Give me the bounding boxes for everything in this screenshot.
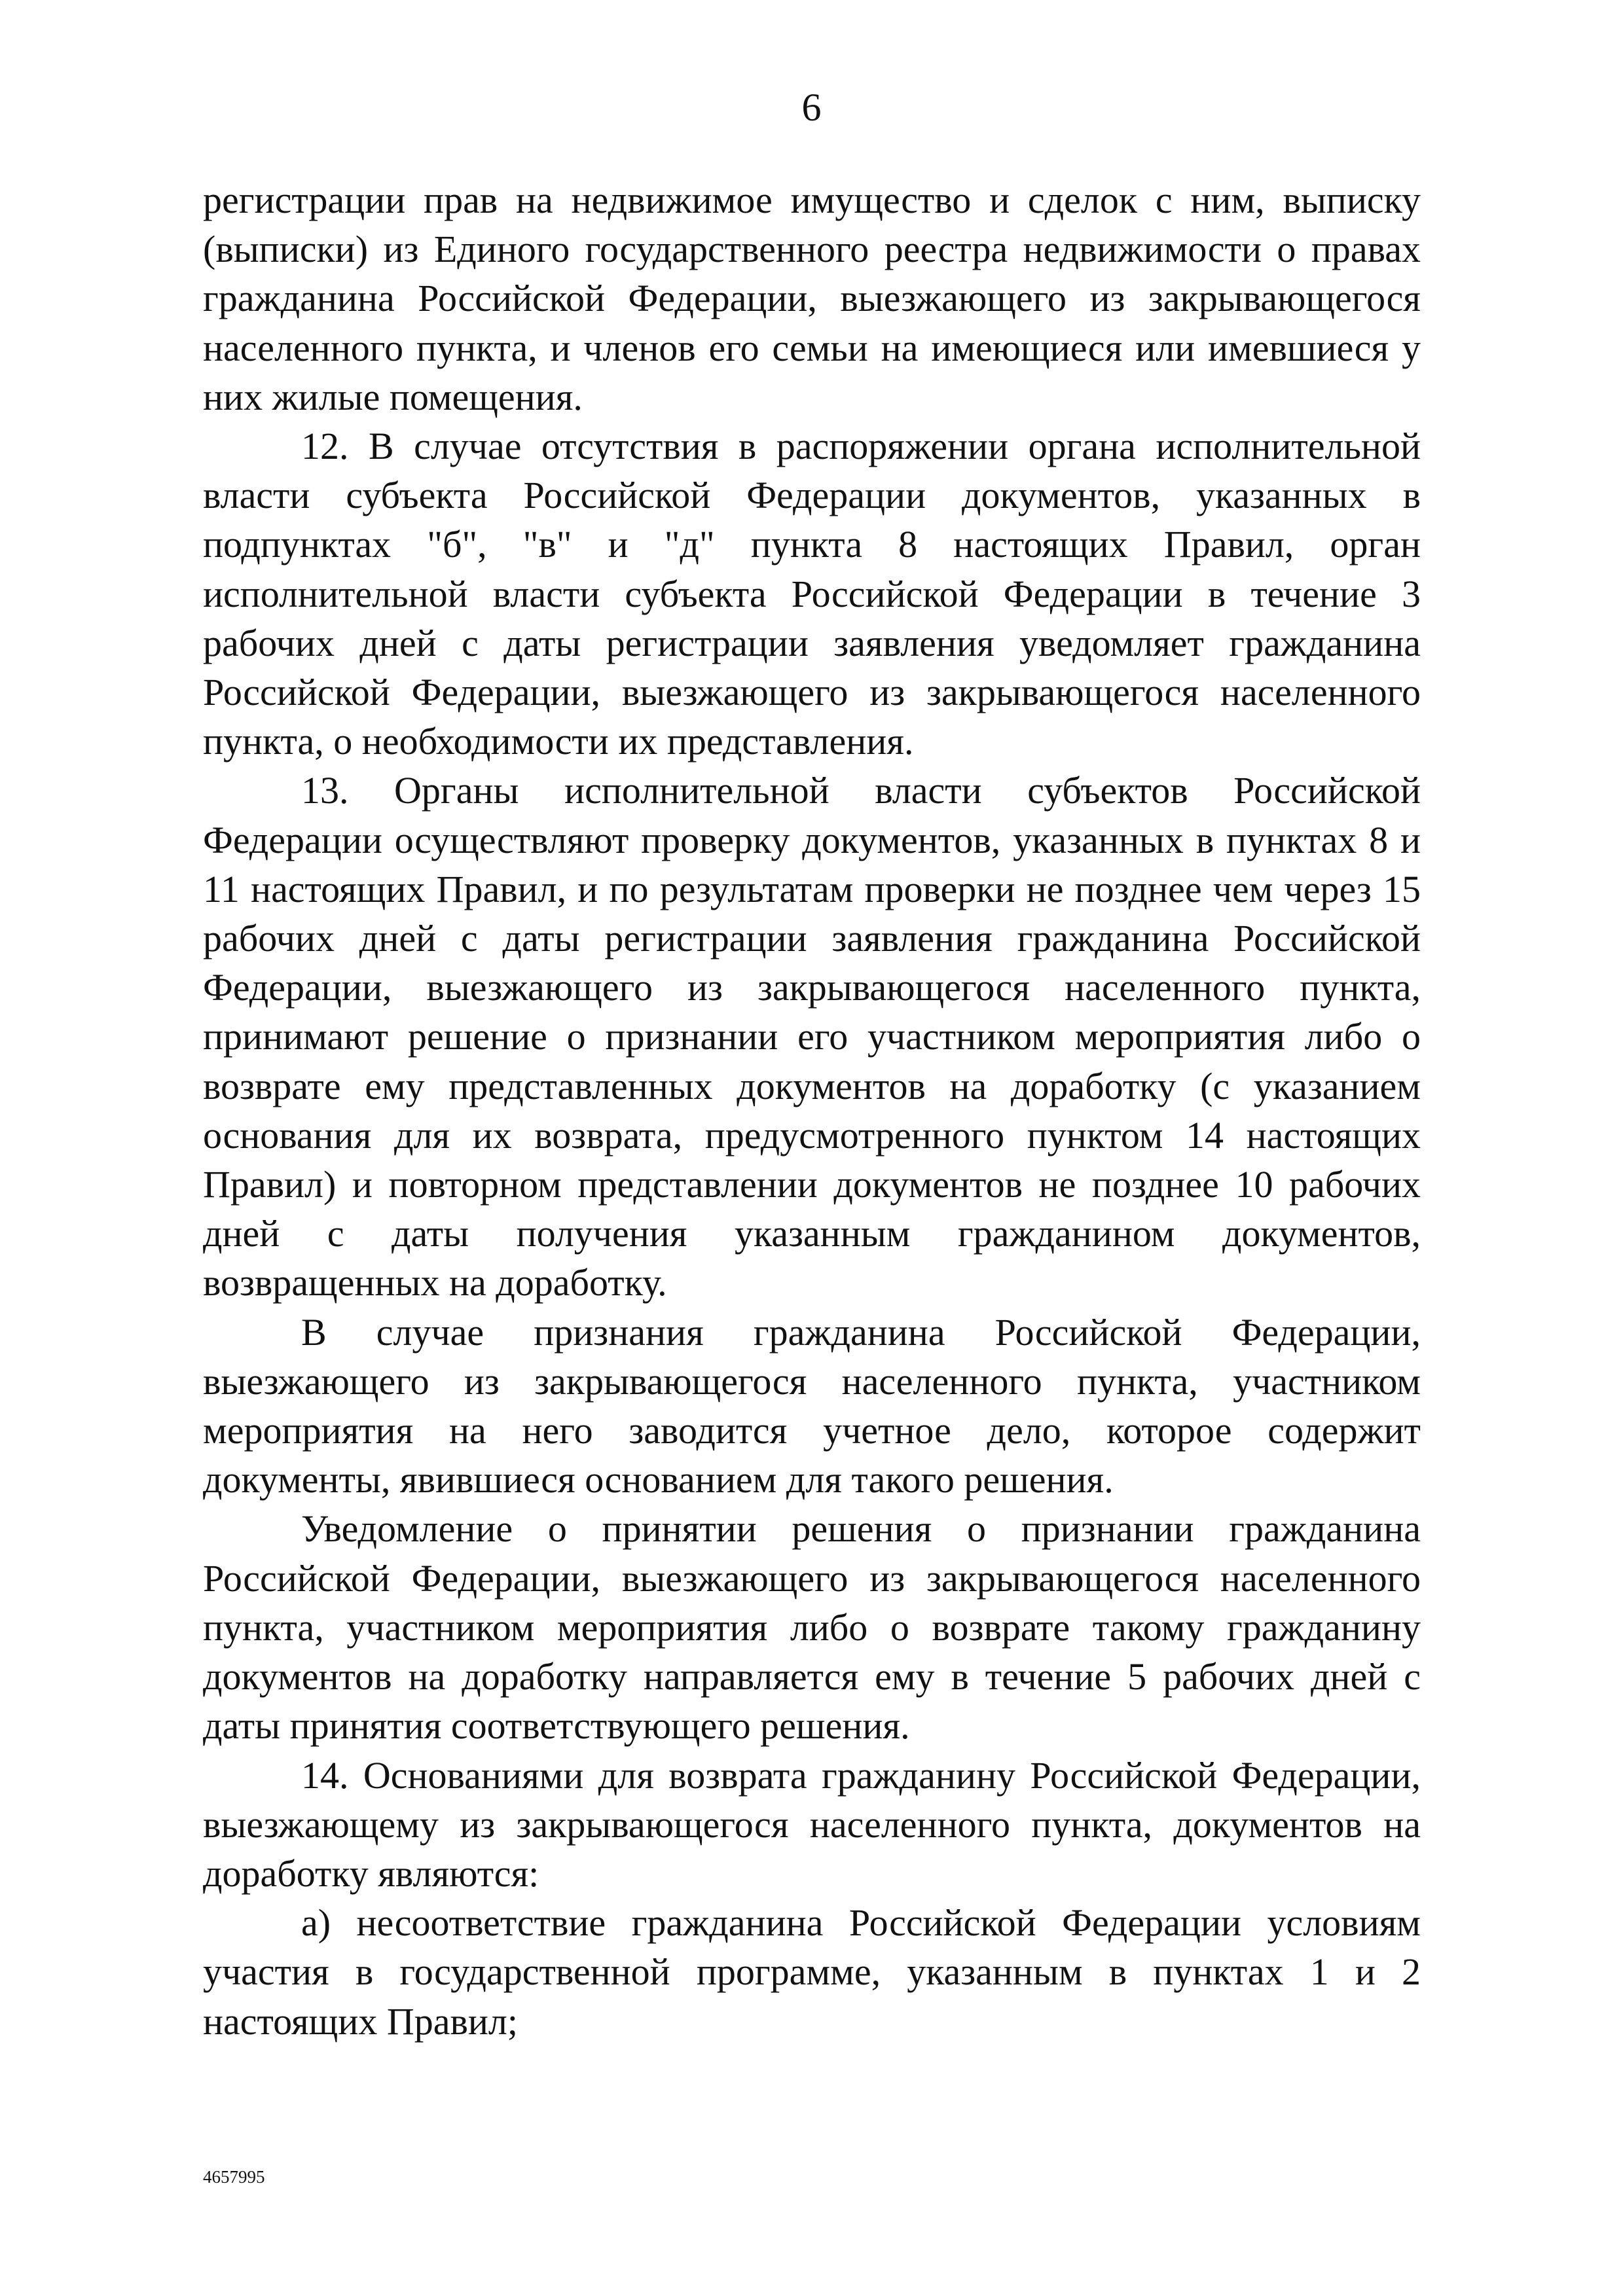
document-code: 4657995	[203, 2167, 265, 2187]
paragraph-14-a: а) несоответствие гражданина Российской Федерации условиям участия в государственной программе, указанным в пунктах 1 и 2 настоящих Правил;	[203, 1901, 1421, 2043]
paragraph-13-registration: В случае признания гражданина Российской Федерации, выезжающего из закрывающегося населенного пункта, участником мероприятия на него заводится учетное дело, которое содержит документы, явившиеся основанием для такого решения.	[203, 1310, 1421, 1501]
paragraph-12: 12. В случае отсутствия в распоряжении органа исполнительной власти субъекта Российской Федерации документов, указанных в подпунктах "б", "в" и "д" пункта 8 настоящих Правил, орган исполнительной власти субъекта Российской Федерации в течение 3 рабочих дней с даты регистрации заявления уведомляет гражданина Российской Федерации, выезжающего из закрывающегося населенного пункта, о необходимости их представления.	[203, 425, 1421, 763]
paragraph-14: 14. Основаниями для возврата гражданину Российской Федерации, выезжающему из закрывающегося населенного пункта, документов на доработку являются:	[203, 1753, 1421, 1895]
page-number: 6	[801, 86, 822, 129]
paragraph-13: 13. Органы исполнительной власти субъектов Российской Федерации осуществляют проверку документов, указанных в пунктах 8 и 11 настоящих Правил, и по результатам проверки не позднее чем через 15 рабочих дней с даты регистрации заявления гражданина Российской Федерации, выезжающего из закрывающегося населенного пункта, принимают решение о признании его участником мероприятия либо о возврате ему представленных документов на доработку (с указанием основания для их возврата, предусмотренного пунктом 14 настоящих Правил) и повторном представлении документов не позднее 10 рабочих дней с даты получения указанным гражданином документов, возвращенных на доработку.	[203, 769, 1421, 1304]
paragraph-13-notification: Уведомление о принятии решения о признании гражданина Российской Федерации, выезжающего из закрывающегося населенного пункта, участником мероприятия либо о возврате такому гражданину документов на доработку направляется ему в течение 5 рабочих дней с даты принятия соответствующего решения.	[203, 1507, 1421, 1748]
paragraph-continuation: регистрации прав на недвижимое имущество и сделок с ним, выписку (выписки) из Единого государственного реестра недвижимости о правах гражданина Российской Федерации, выезжающего из закрывающегося населенного пункта, и членов его семьи на имеющиеся или имевшиеся у них жилые помещения.	[203, 179, 1421, 418]
document-body	[203, 175, 1421, 2046]
